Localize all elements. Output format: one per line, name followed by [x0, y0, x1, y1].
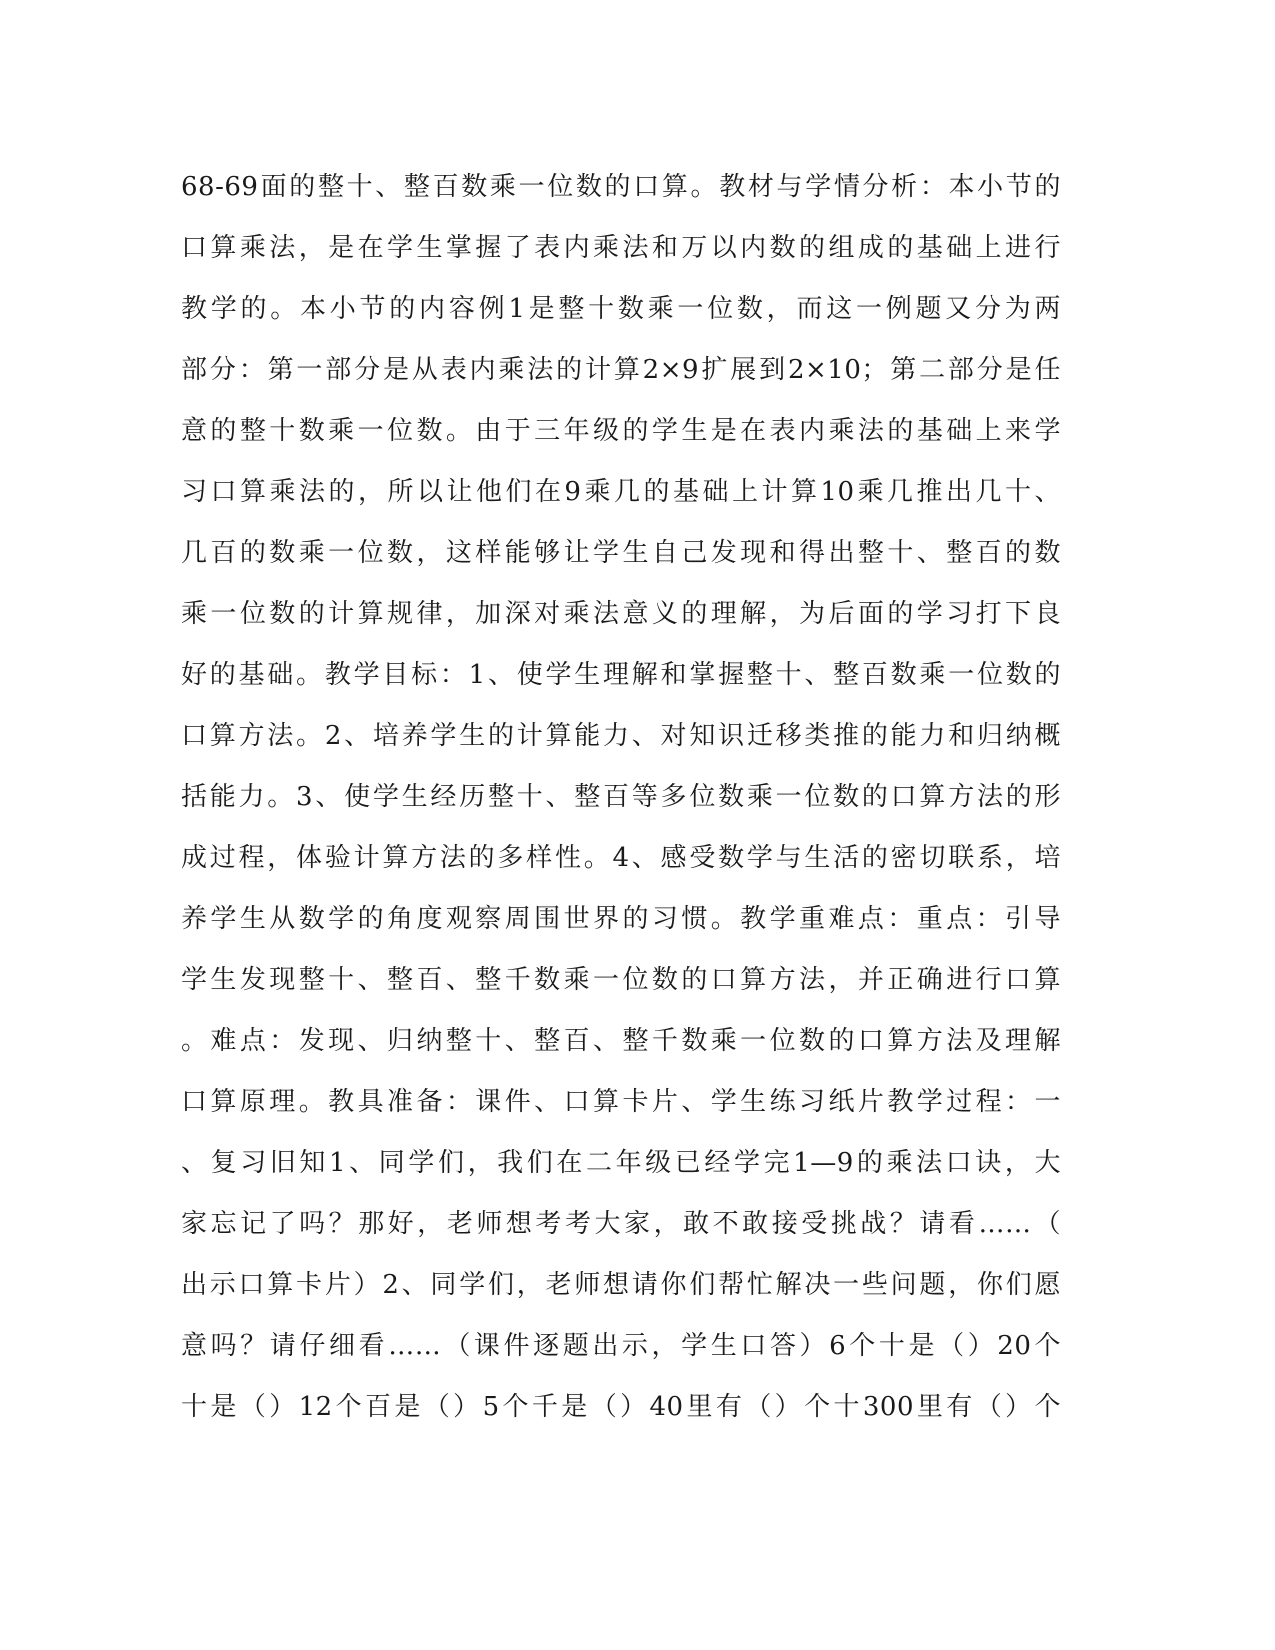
- text-line-19: 出示口算卡片）2、同学们，老师想请你们帮忙解决一些问题，你们愿: [181, 1270, 1061, 1300]
- text-line-13: 养学生从数学的角度观察周围世界的习惯。教学重难点：重点：引导: [181, 904, 1061, 934]
- text-line-3: 教学的。本小节的内容例1是整十数乘一位数，而这一例题又分为两: [181, 294, 1061, 324]
- text-line-6: 习口算乘法的，所以让他们在9乘几的基础上计算10乘几推出几十、: [181, 477, 1061, 507]
- text-line-14: 学生发现整十、整百、整千数乘一位数的口算方法，并正确进行口算: [181, 965, 1061, 995]
- text-line-2: 口算乘法，是在学生掌握了表内乘法和万以内数的组成的基础上进行: [181, 233, 1061, 263]
- text-line-12: 成过程，体验计算方法的多样性。4、感受数学与生活的密切联系，培: [181, 843, 1061, 873]
- text-line-11: 括能力。3、使学生经历整十、整百等多位数乘一位数的口算方法的形: [181, 782, 1061, 812]
- text-line-9: 好的基础。教学目标：1、使学生理解和掌握整十、整百数乘一位数的: [181, 660, 1061, 690]
- text-line-20: 意吗？请仔细看……（课件逐题出示，学生口答）6个十是（）20个: [181, 1331, 1061, 1361]
- body-text: [181, 157, 1061, 1438]
- text-line-18: 家忘记了吗？那好，老师想考考大家，敢不敢接受挑战？请看……（: [181, 1209, 1061, 1239]
- text-line-16: 口算原理。教具准备：课件、口算卡片、学生练习纸片教学过程：一: [181, 1087, 1061, 1117]
- text-line-5: 意的整十数乘一位数。由于三年级的学生是在表内乘法的基础上来学: [181, 416, 1061, 446]
- text-line-15: 。难点：发现、归纳整十、整百、整千数乘一位数的口算方法及理解: [181, 1026, 1061, 1056]
- text-line-4: 部分：第一部分是从表内乘法的计算2×9扩展到2×10；第二部分是任: [181, 355, 1061, 385]
- text-line-8: 乘一位数的计算规律，加深对乘法意义的理解，为后面的学习打下良: [181, 599, 1061, 629]
- text-line-1: 68-69面的整十、整百数乘一位数的口算。教材与学情分析：本小节的: [181, 172, 1061, 202]
- text-line-21: 十是（）12个百是（）5个千是（）40里有（）个十300里有（）个: [181, 1392, 1061, 1422]
- text-line-17: 、复习旧知1、同学们，我们在二年级已经学完1—9的乘法口诀，大: [181, 1148, 1061, 1178]
- text-line-10: 口算方法。2、培养学生的计算能力、对知识迁移类推的能力和归纳概: [181, 721, 1061, 751]
- text-line-7: 几百的数乘一位数，这样能够让学生自己发现和得出整十、整百的数: [181, 538, 1061, 568]
